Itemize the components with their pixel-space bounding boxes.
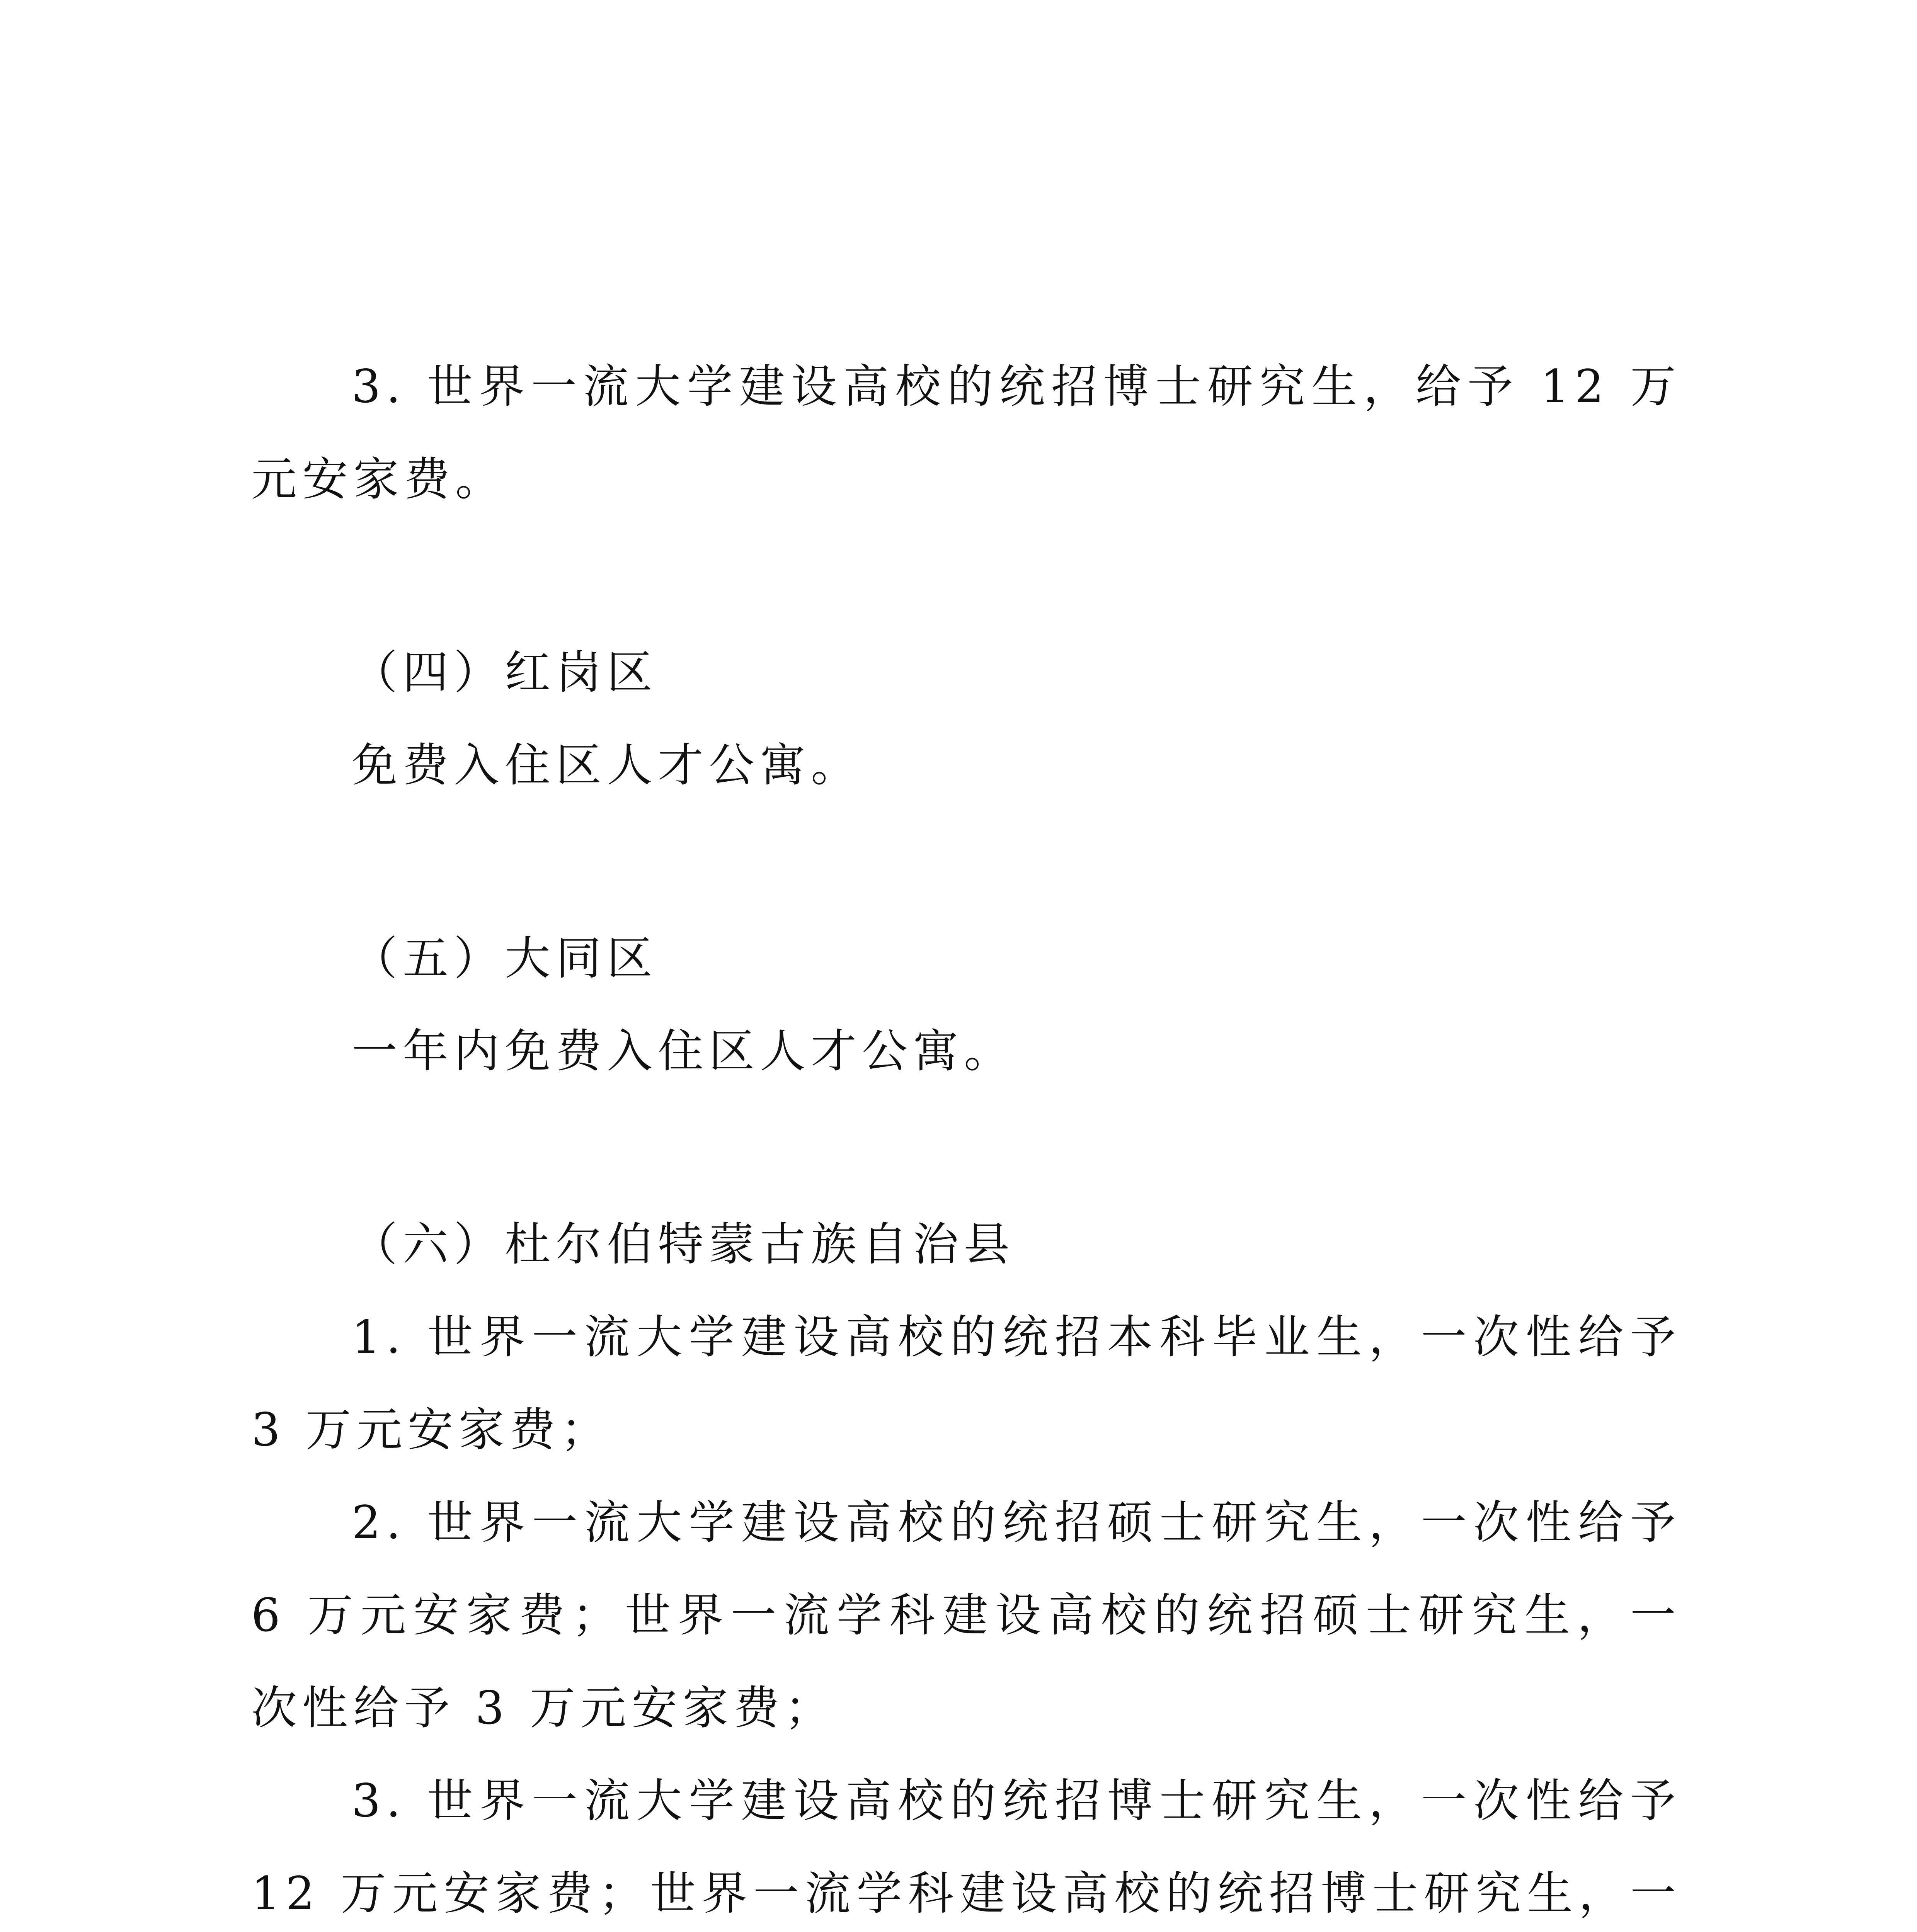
section-heading: （五）大同区: [352, 932, 658, 985]
paragraph: 免费入住区人才公寓。: [352, 738, 862, 792]
continuation-section: [251, 340, 1681, 526]
paragraph: 3. 世界一流大学建设高校的统招博士研究生，一次性给予 12 万元安家费；世界一流学科建设高校的统招博士研究生，一: [251, 1774, 1681, 1920]
paragraph: 2. 世界一流大学建设高校的统招硕士研究生，一次性给予 6 万元安家费；世界一流学科建设高校的统招硕士研究生，一次性给予 3 万元安家费；: [251, 1496, 1681, 1735]
paragraph: 3. 世界一流大学建设高校的统招博士研究生，给予 12 万元安家费。: [251, 360, 1681, 506]
section-durbert: [251, 1198, 1681, 1932]
section-heading: （四）红岗区: [352, 646, 658, 699]
section-hongang: [251, 626, 1681, 811]
section-heading: （六）杜尔伯特蒙古族自治县: [352, 1218, 1015, 1271]
section-datong: [251, 912, 1681, 1097]
paragraph: 一年内免费入住区人才公寓。: [352, 1024, 1015, 1078]
paragraph: 1. 世界一流大学建设高校的统招本科毕业生，一次性给予 3 万元安家费；: [251, 1310, 1681, 1456]
